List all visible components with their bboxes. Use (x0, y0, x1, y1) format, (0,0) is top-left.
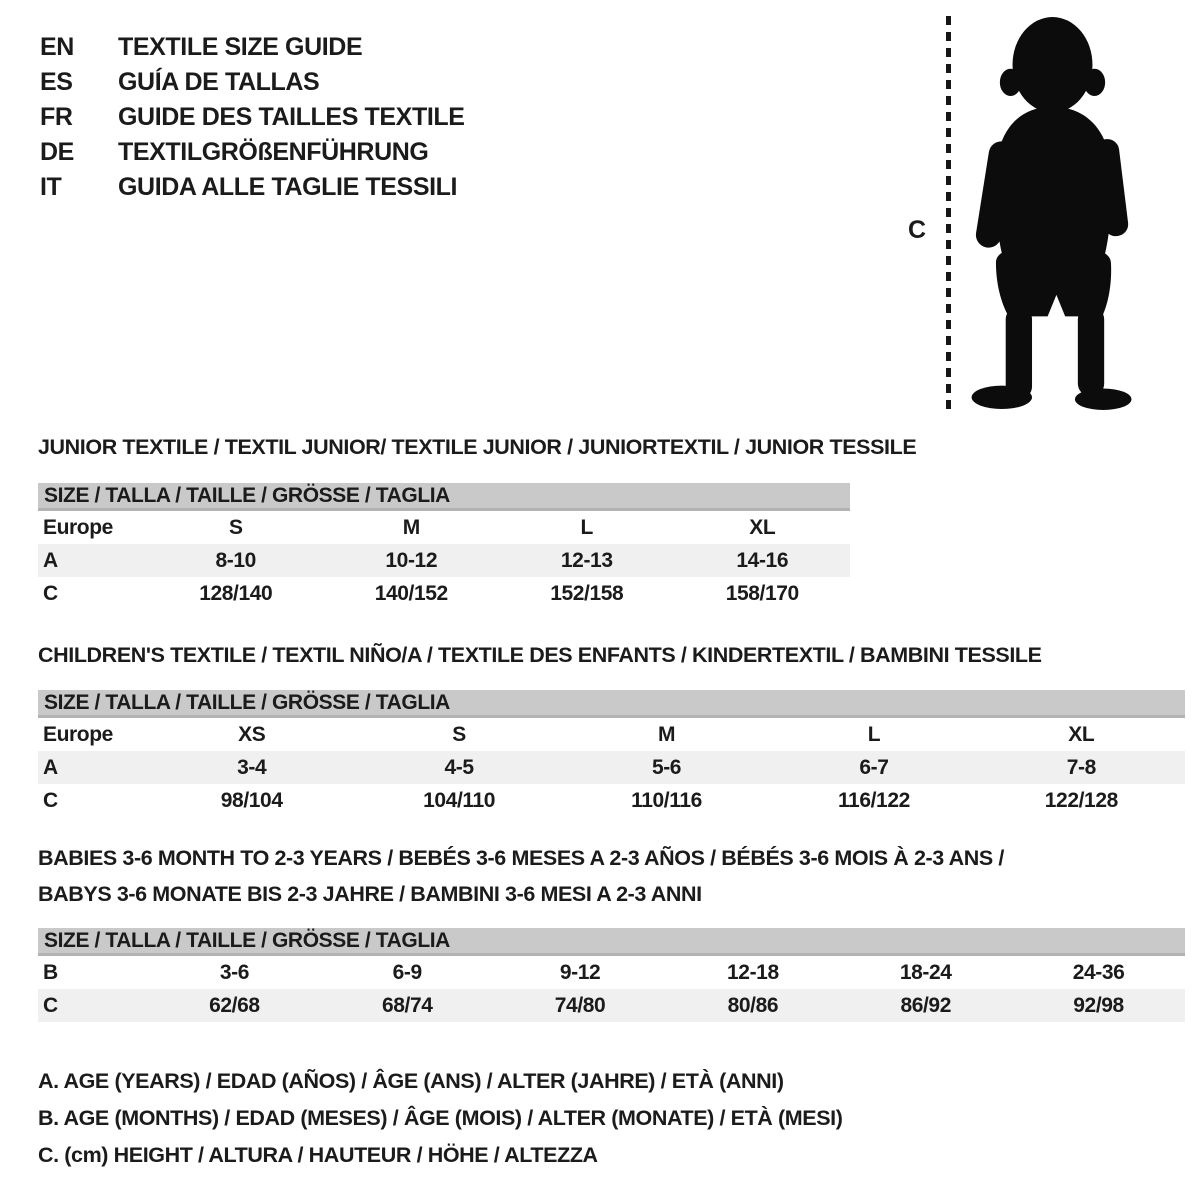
size-cell: 74/80 (554, 994, 606, 1017)
size-cell: S (228, 516, 243, 539)
size-cell: 158/170 (725, 582, 799, 605)
size-cell: 140/152 (374, 582, 448, 605)
size-cell: 128/140 (199, 582, 273, 605)
size-cell: 6-7 (859, 756, 889, 779)
table-header-bar: SIZE / TALLA / TAILLE / GRÖSSE / TAGLIA (38, 483, 850, 511)
size-cell: 80/86 (727, 994, 779, 1017)
table-row-europe (38, 718, 1185, 751)
size-cell: XL (1068, 723, 1095, 746)
legend-line: C. (cm) HEIGHT / ALTURA / HAUTEUR / HÖHE / ALTEZZA (38, 1143, 598, 1167)
size-cell: 8-10 (215, 549, 256, 572)
row-label: A (43, 756, 58, 779)
language-code: FR (40, 103, 73, 131)
size-cell: 14-16 (736, 549, 789, 572)
table-header-bar: SIZE / TALLA / TAILLE / GRÖSSE / TAGLIA (38, 690, 1185, 718)
language-title: GUIDA ALLE TAGLIE TESSILI (118, 173, 458, 201)
table-row-c (38, 784, 1185, 817)
size-cell: 116/122 (837, 789, 910, 812)
size-cell: 92/98 (1073, 994, 1124, 1017)
height-measure-dashed-line (946, 16, 951, 416)
legend-line: B. AGE (MONTHS) / EDAD (MESES) / ÂGE (MOIS) / ALTER (MONATE) / ETÀ (MESI) (38, 1106, 843, 1130)
language-title: GUIDE DES TAILLES TEXTILE (118, 103, 465, 131)
heading-line: BABIES 3-6 MONTH TO 2-3 YEARS / BEBÉS 3-6 MESES A 2-3 AÑOS / BÉBÉS 3-6 MOIS À 2-3 ANS / (38, 846, 1004, 870)
table-row-c (38, 577, 850, 610)
size-cell: S (452, 723, 466, 746)
row-label: A (43, 549, 58, 572)
row-label: Europe (43, 723, 113, 746)
language-code: IT (40, 173, 62, 201)
row-label: Europe (43, 516, 113, 539)
row-label: C (43, 789, 58, 812)
language-code: DE (40, 138, 74, 166)
size-cell: 104/110 (423, 789, 496, 812)
size-cell: 7-8 (1066, 756, 1096, 779)
language-code: EN (40, 33, 74, 61)
legend-line: A. AGE (YEARS) / EDAD (AÑOS) / ÂGE (ANS) / ALTER (JAHRE) / ETÀ (ANNI) (38, 1069, 784, 1093)
size-table-children (38, 690, 1185, 817)
size-table-junior (38, 483, 850, 610)
size-cell: 9-12 (559, 961, 601, 984)
table-row-b (38, 956, 1185, 989)
size-cell: 98/104 (220, 789, 283, 812)
size-cell: L (867, 723, 881, 746)
size-cell: M (657, 723, 676, 746)
table-row-a (38, 544, 850, 577)
section-heading-children (38, 637, 1042, 673)
row-label: B (43, 961, 58, 984)
row-label: C (43, 994, 58, 1017)
size-cell: 122/128 (1044, 789, 1118, 812)
table-row-a (38, 751, 1185, 784)
table-row-europe (38, 511, 850, 544)
size-cell: 68/74 (381, 994, 433, 1017)
size-cell: XL (749, 516, 776, 539)
size-cell: 10-12 (385, 549, 438, 572)
size-cell: L (580, 516, 593, 539)
size-cell: 12-13 (560, 549, 613, 572)
size-cell: XS (238, 723, 266, 746)
size-cell: 18-24 (899, 961, 952, 984)
heading-line: JUNIOR TEXTILE / TEXTIL JUNIOR/ TEXTILE JUNIOR / JUNIORTEXTIL / JUNIOR TESSILE (38, 435, 917, 459)
size-cell: 4-5 (444, 756, 474, 779)
size-cell: 3-4 (237, 756, 267, 779)
size-cell: M (402, 516, 420, 539)
language-row (40, 30, 465, 65)
section-heading-babies (38, 840, 1004, 912)
heading-line: CHILDREN'S TEXTILE / TEXTIL NIÑO/A / TEXTILE DES ENFANTS / KINDERTEXTIL / BAMBINI TESSILE (38, 643, 1042, 667)
size-cell: 6-9 (392, 961, 422, 984)
language-title: TEXTILGRÖßENFÜHRUNG (118, 138, 429, 166)
language-title: TEXTILE SIZE GUIDE (118, 33, 363, 61)
table-row-c (38, 989, 1185, 1022)
table-header-bar: SIZE / TALLA / TAILLE / GRÖSSE / TAGLIA (38, 928, 1185, 956)
language-row (40, 100, 465, 135)
size-cell: 12-18 (727, 961, 779, 984)
measurement-legend (38, 1063, 843, 1174)
language-row (40, 65, 465, 100)
language-list (40, 30, 465, 205)
section-heading-junior (38, 429, 916, 465)
size-cell: 86/92 (900, 994, 951, 1017)
language-row (40, 135, 465, 170)
toddler-silhouette (955, 14, 1150, 414)
size-cell: 24-36 (1072, 961, 1125, 984)
size-table-babies (38, 928, 1185, 1022)
heading-line: BABYS 3-6 MONATE BIS 2-3 JAHRE / BAMBINI 3-6 MESI A 2-3 ANNI (38, 882, 702, 906)
size-cell: 62/68 (209, 994, 260, 1017)
language-code: ES (40, 68, 73, 96)
size-cell: 5-6 (651, 756, 682, 779)
measure-label-c: C (908, 216, 926, 244)
language-title: GUÍA DE TALLAS (118, 68, 320, 96)
language-row (40, 170, 465, 205)
row-label: C (43, 582, 58, 605)
size-cell: 110/116 (631, 789, 702, 812)
size-cell: 3-6 (219, 961, 249, 984)
size-cell: 152/158 (550, 582, 624, 605)
